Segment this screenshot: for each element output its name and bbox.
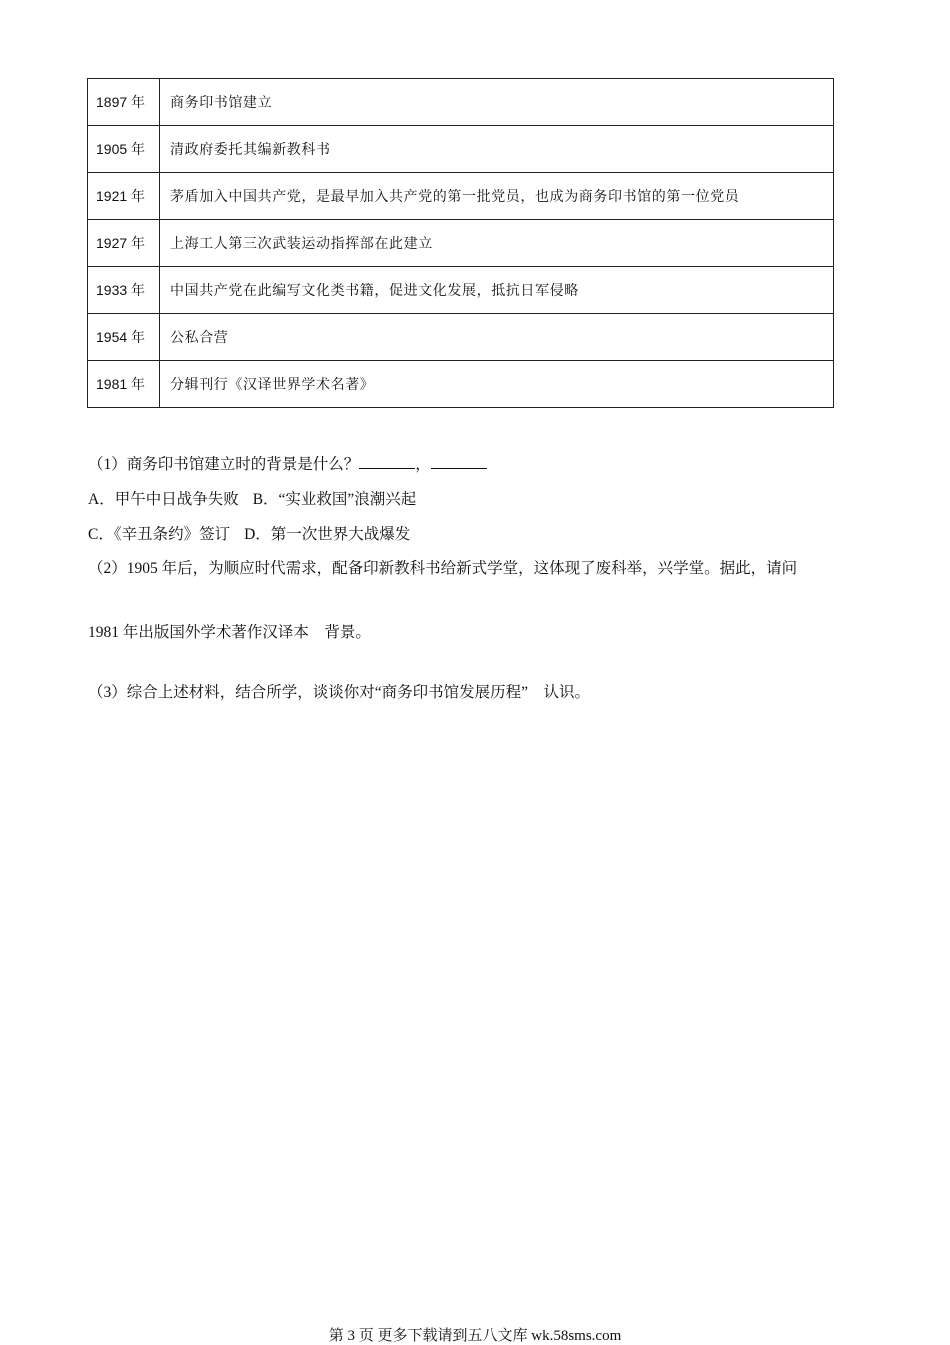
table-row — [88, 361, 834, 408]
table-row — [88, 126, 834, 173]
page-footer: 第 3 页 更多下载请到五八文库 wk.58sms.com — [328, 1328, 622, 1344]
timeline-table — [87, 78, 834, 408]
options-row-2 — [88, 522, 410, 544]
event-cell: 公私合营 — [160, 314, 834, 361]
event-cell: 分辑刊行《汉译世界学术名著》 — [160, 361, 834, 408]
option-c: C．《辛丑条约》签订 — [88, 526, 231, 543]
blank-separator: ， — [415, 456, 431, 473]
option-a: A．甲午中日战争失败 — [88, 491, 239, 508]
question-2-line-1: （2）1905 年后，为顺应时代需求，配备印新教科书给新式学堂，这体现了废科举，兴学堂。据此，请问 — [88, 560, 798, 577]
table-row — [88, 314, 834, 361]
year-cell: 1954 年 — [88, 314, 160, 361]
table-row — [88, 220, 834, 267]
answer-blank-2[interactable] — [431, 454, 487, 469]
event-cell: 商务印书馆建立 — [160, 79, 834, 126]
table-row — [88, 173, 834, 220]
event-cell: 清政府委托其编新教科书 — [160, 126, 834, 173]
year-cell: 1897 年 — [88, 79, 160, 126]
answer-blank-1[interactable] — [359, 454, 415, 469]
option-b: B．“实业救国”浪潮兴起 — [252, 491, 417, 508]
event-cell: 茅盾加入中国共产党，是最早加入共产党的第一批党员，也成为商务印书馆的第一位党员 — [160, 173, 834, 220]
question-1 — [88, 452, 487, 474]
year-cell: 1981 年 — [88, 361, 160, 408]
year-cell: 1921 年 — [88, 173, 160, 220]
question-3: （3）综合上述材料，结合所学，谈谈你对“商务印书馆发展历程” 认识。 — [88, 684, 591, 701]
year-cell: 1905 年 — [88, 126, 160, 173]
event-cell: 上海工人第三次武装运动指挥部在此建立 — [160, 220, 834, 267]
year-cell: 1933 年 — [88, 267, 160, 314]
question-2-line-2: 1981 年出版国外学术著作汉译本 背景。 — [88, 624, 371, 641]
question-1-stem: （1）商务印书馆建立时的背景是什么？ — [88, 456, 360, 473]
option-d: D．第一次世界大战爆发 — [244, 526, 411, 543]
options-row-1 — [88, 487, 416, 509]
table-row — [88, 79, 834, 126]
year-cell: 1927 年 — [88, 220, 160, 267]
event-cell: 中国共产党在此编写文化类书籍，促进文化发展，抵抗日军侵略 — [160, 267, 834, 314]
table-row — [88, 267, 834, 314]
